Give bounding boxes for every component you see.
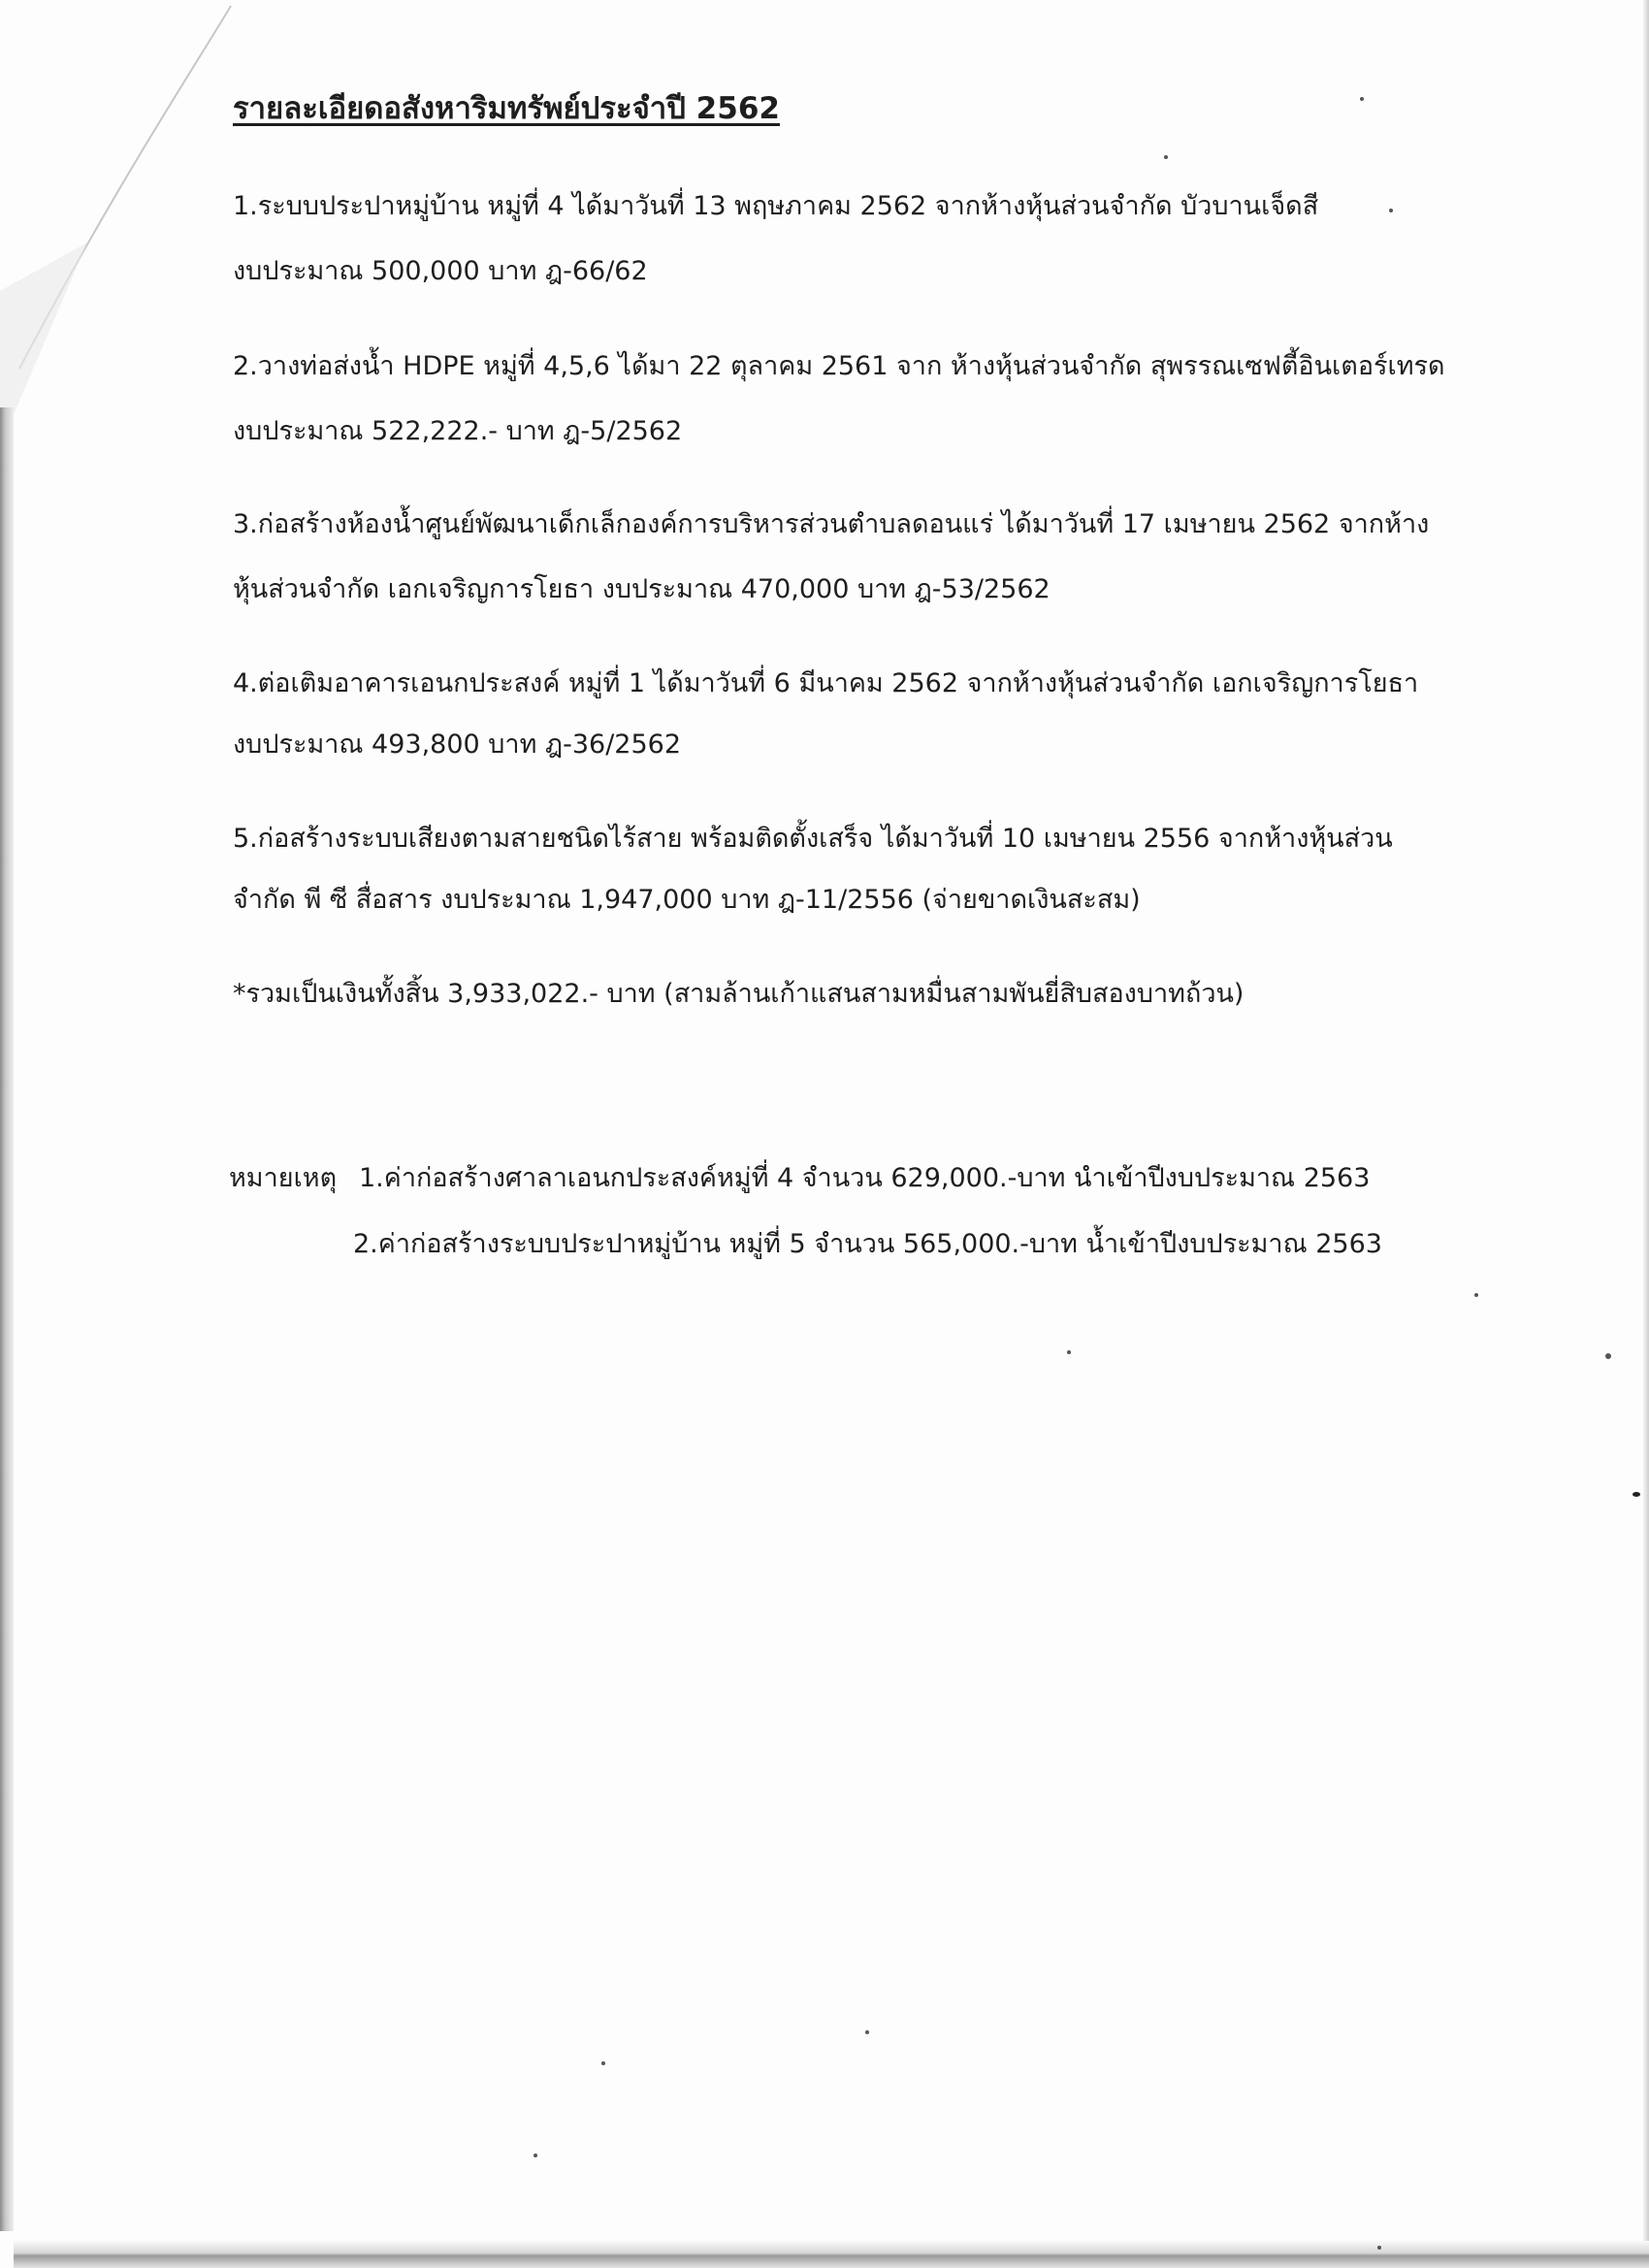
remark-1: 1.ค่าก่อสร้างศาลาเอนกประสงค์หมู่ที่ 4 จำนวน 629,000.-บาท นำเข้าปีงบประมาณ 2563 — [359, 1163, 1371, 1193]
scan-speck — [1377, 2246, 1381, 2250]
scan-speck — [534, 2154, 537, 2157]
item-5-line-1: 5.ก่อสร้างระบบเสียงตามสายชนิดไร้สาย พร้อมติดตั้งเสร็จ ได้มาวันที่ 10 เมษายน 2556 จากห้างหุ้นส่วน — [233, 824, 1393, 854]
item-2-line-2: งบประมาณ 522,222.- บาท ฎ-5/2562 — [233, 416, 683, 446]
scan-speck — [865, 2030, 869, 2034]
scan-speck — [1605, 1353, 1611, 1359]
item-3-line-2: หุ้นส่วนจำกัด เอกเจริญการโยธา งบประมาณ 470,000 บาท ฎ-53/2562 — [233, 574, 1051, 604]
scan-speck — [1360, 97, 1364, 101]
item-4-line-2: งบประมาณ 493,800 บาท ฎ-36/2562 — [233, 729, 682, 760]
scan-right-edge — [1643, 0, 1649, 2268]
item-3-line-1: 3.ก่อสร้างห้องน้ำศูนย์พัฒนาเด็กเล็กองค์การบริหารส่วนตำบลดอนแร่ ได้มาวันที่ 17 เมษายน 2562 จากห้าง — [233, 509, 1430, 539]
item-4-line-1: 4.ต่อเติมอาคารเอนกประสงค์ หมู่ที่ 1 ได้มาวันที่ 6 มีนาคม 2562 จากห้างหุ้นส่วนจำกัด เอกเจริญการโยธา — [233, 668, 1419, 698]
page-fold-mark — [0, 0, 252, 446]
scan-speck — [1474, 1293, 1478, 1297]
total-amount: *รวมเป็นเงินทั้งสิ้น 3,933,022.- บาท (สามล้านเก้าแสนสามหมื่นสามพันยี่สิบสองบาทถ้วน) — [233, 979, 1245, 1009]
document-title: รายละเอียดอสังหาริมทรัพย์ประจำปี 2562 — [233, 91, 780, 126]
item-5-line-2: จำกัด พี ซี สื่อสาร งบประมาณ 1,947,000 บาท ฎ-11/2556 (จ่ายขาดเงินสะสม) — [233, 885, 1141, 915]
scan-bottom-edge — [14, 2241, 1649, 2268]
item-2-line-1: 2.วางท่อส่งน้ำ HDPE หมู่ที่ 4,5,6 ได้มา 22 ตุลาคม 2561 จาก ห้างหุ้นส่วนจำกัด สุพรรณเซฟตี้อินเตอร์เทรด — [233, 351, 1445, 381]
item-1-line-2: งบประมาณ 500,000 บาท ฎ-66/62 — [233, 256, 648, 286]
remarks-label: หมายเหตุ — [229, 1163, 338, 1193]
scan-speck — [1067, 1350, 1071, 1354]
scan-speck — [1389, 209, 1393, 212]
remark-2: 2.ค่าก่อสร้างระบบประปาหมู่บ้าน หมู่ที่ 5 จำนวน 565,000.-บาท น้ำเข้าปีงบประมาณ 2563 — [353, 1229, 1382, 1259]
scan-speck — [1164, 155, 1168, 159]
scan-speck — [1633, 1492, 1640, 1497]
scan-speck — [601, 2061, 605, 2065]
scan-left-edge — [0, 407, 14, 2231]
item-1-line-1: 1.ระบบประปาหมู่บ้าน หมู่ที่ 4 ได้มาวันที่ 13 พฤษภาคม 2562 จากห้างหุ้นส่วนจำกัด บัวบานเจ็ดสี — [233, 191, 1319, 221]
